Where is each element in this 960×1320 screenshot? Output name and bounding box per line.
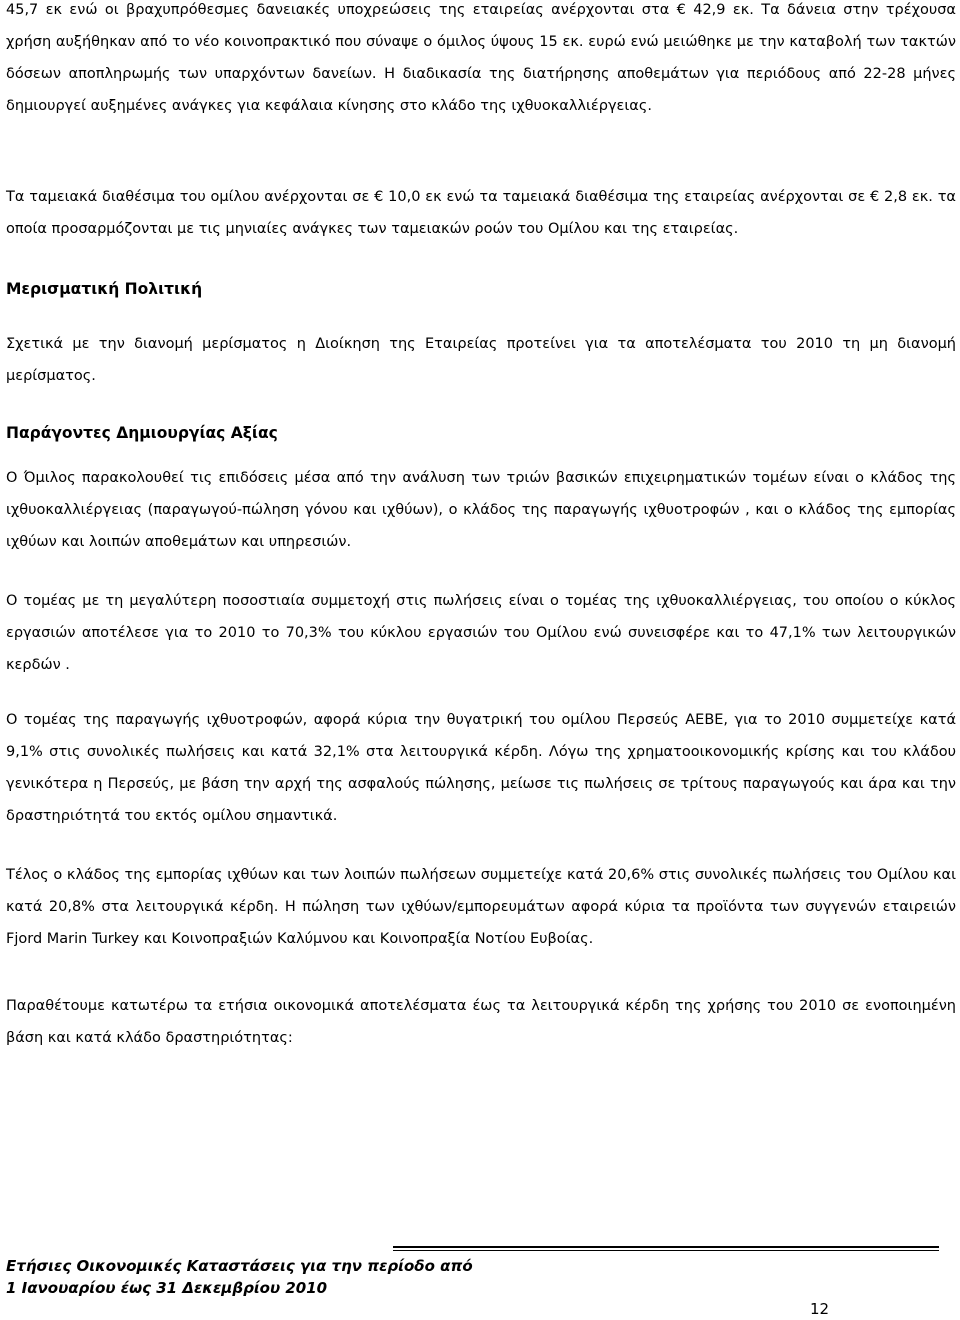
heading-value-drivers: Παράγοντες Δημιουργίας Αξίας [6,424,278,442]
paragraph-borrowings: 45,7 εκ ενώ οι βραχυπρόθεσμες δανειακές υποχρεώσεις της εταιρείας ανέρχονται στα € 42,9 εκ. Τα δάνεια στην τρέχουσα χρήση αυξήθηκαν από το νέο κοινοπρακτικό που σύναψε ο όμιλος ύψους 15 εκ. ευρώ ενώ μειώθηκε με την καταβολή των τακτών δόσεων αποπληρωμής των υπαρχόντων δανείων. Η διαδικασία της διατήρησης αποθεμάτων για περιόδους από 22-28 μήνες δημιουργεί αυξημένες ανάγκες για κεφάλαια κίνησης στο κλάδο της ιχθυοκαλλιέργειας. [6,2,956,114]
paragraph-cash: Τα ταμειακά διαθέσιμα του ομίλου ανέρχονται σε € 10,0 εκ ενώ τα ταμειακά διαθέσιμα της εταιρείας ανέρχονται σε € 2,8 εκ. τα οποία προσαρμόζονται με τις μηνιαίες ανάγκες των ταμειακών ροών του Ομίλου και της εταιρείας. [6,189,956,237]
paragraph-dividend: Σχετικά με την διανομή μερίσματος η Διοίκηση της Εταιρείας προτείνει για τα αποτελέσματα του 2010 τη μη διανομή μερίσματος. [6,336,956,384]
page-number: 12 [810,1300,830,1318]
footer-rule-thin [393,1250,939,1251]
footer-title: Ετήσιες Οικονομικές Καταστάσεις για την περίοδο από [6,1257,473,1275]
heading-dividend-policy: Μερισματική Πολιτική [6,280,203,298]
paragraph-results-intro: Παραθέτουμε κατωτέρω τα ετήσια οικονομικά αποτελέσματα έως τα λειτουργικά κέρδη της χρήσης του 2010 σε ενοποιημένη βάση και κατά κλάδο δραστηριότητας: [6,998,956,1046]
footer-rule [393,1246,939,1248]
paragraph-trading: Τέλος ο κλάδος της εμπορίας ιχθύων και των λοιπών πωλήσεων συμμετείχε κατά 20,6% στις συνολικές πωλήσεις του Ομίλου και κατά 20,8% στα λειτουργικά κέρδη. Η πώληση των ιχθύων/εμπορευμάτων αφορά κύρια τα προϊόντα των συγγενών εταιρειών Fjord Marin Turkey και Κοινοπραξιών Καλύμνου και Κοινοπραξία Νοτίου Ευβοίας. [6,867,956,947]
paragraph-fish-feed: Ο τομέας της παραγωγής ιχθυοτροφών, αφορά κύρια την θυγατρική του ομίλου Περσεύς ΑΕΒΕ, για το 2010 συμμετείχε κατά 9,1% στις συνολικές πωλήσεις και κατά 32,1% στα λειτουργικά κέρδη. Λόγω της χρηματοοικονομικής κρίσης και του κλάδου γενικότερα η Περσεύς, με βάση την αρχή της ασφαλούς πώλησης, μείωσε τις πωλήσεις σε τρίτους παραγωγούς και άρα και την δραστηριότητά του εκτός ομίλου σημαντικά. [6,712,956,824]
paragraph-fish-farming: Ο τομέας με τη μεγαλύτερη ποσοστιαία συμμετοχή στις πωλήσεις είναι ο τομέας της ιχθυοκαλλιέργειας, του οποίου ο κύκλος εργασιών αποτέλεσε για το 2010 το 70,3% του κύκλου εργασιών του Ομίλου ενώ συνεισφέρε και το 47,1% των λειτουργικών κερδών . [6,593,956,673]
footer-period: 1 Ιανουαρίου έως 31 Δεκεμβρίου 2010 [6,1279,328,1297]
paragraph-segments: Ο Όμιλος παρακολουθεί τις επιδόσεις μέσα από την ανάλυση των τριών βασικών επιχειρηματικών τομέων είναι ο κλάδος της ιχθυοκαλλιέργειας (παραγωγού-πώληση γόνου και ιχθύων), ο κλάδος της παραγωγής ιχθυοτροφών , και ο κλάδος της εμπορίας ιχθύων και λοιπών αποθεμάτων και υπηρεσιών. [6,470,956,550]
